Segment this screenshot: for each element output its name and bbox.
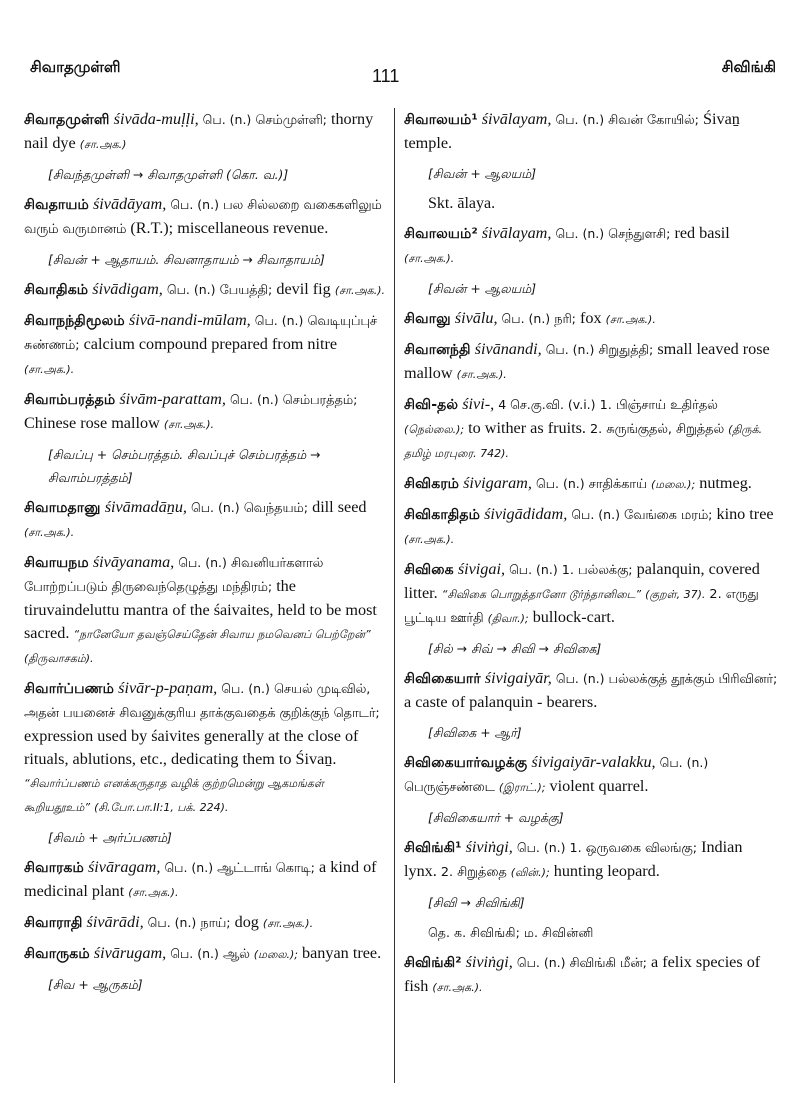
source-citation: (மலை.); — [651, 478, 696, 491]
tamil-definition: ஆல் — [222, 947, 250, 962]
page-number: 111 — [372, 66, 400, 86]
english-definition: dill seed — [312, 498, 367, 516]
english-definition: (R.T.); miscellaneous revenue. — [130, 219, 329, 237]
part-of-speech: பெ. (n.) — [555, 112, 605, 127]
right-column — [404, 108, 778, 1006]
headword: சிவாதிகம் — [24, 282, 89, 298]
headword: சிவிகையார் — [404, 671, 481, 687]
source-citation: (சா.அக.). — [334, 284, 385, 297]
source-citation: (சா.அக.). — [432, 981, 483, 994]
transliteration: śivā-nandi-mūlam, — [128, 311, 251, 329]
english-definition: violent quarrel. — [549, 777, 649, 795]
headword: சிவி-தல் — [404, 397, 459, 413]
etymology: [சிவன் + ஆதாயம். சிவனாதாயம் → சிவாதாயம்] — [48, 252, 325, 267]
transliteration: śivigaiyār, — [484, 669, 552, 687]
english-definition: expression used by śaivites generally at the close of rituals, ablutions, etc., dedicating them to Śivaṉ. — [24, 727, 359, 768]
source-citation: (சி.போ.பா.II:1, பக். 224). — [94, 801, 229, 814]
headword: சிவார்ப்பணம் — [24, 681, 115, 697]
headword: சிவிகையார்வழக்கு — [404, 755, 528, 771]
etymology: [சிவ + ஆருகம்] — [48, 977, 143, 992]
headword: சிவாலயம்¹ — [404, 112, 478, 128]
transliteration: śivālayam, — [481, 224, 552, 242]
english-definition: a felix species of fish — [404, 953, 761, 995]
tamil-definition: பேயத்தி; — [219, 283, 273, 298]
part-of-speech: பெ. (n.) — [516, 840, 566, 855]
dictionary-entry — [24, 496, 388, 544]
english-definition: small leaved rose mallow — [404, 340, 770, 382]
left-column — [24, 108, 388, 1003]
english-definition: devil fig — [276, 280, 331, 298]
part-of-speech: பெ. (n.) — [221, 681, 270, 696]
tamil-definition: நரி; — [554, 312, 576, 327]
source-citation: (திருவாசகம்). — [24, 652, 94, 665]
headword: சிவாருகம் — [24, 946, 90, 962]
source-citation: (சா.அக.). — [404, 252, 455, 265]
tamil-definition-2: 2. சுருங்குதல், சிறுத்தல் — [589, 422, 725, 437]
part-of-speech: பெ. (n.) — [659, 755, 709, 770]
english-definition: banyan tree. — [302, 944, 382, 962]
etymology: [சிவிகையார் + வழக்கு] — [428, 810, 564, 825]
headword: சிவாலு — [404, 311, 451, 327]
source-citation: (சா.அக.). — [262, 917, 314, 930]
column-divider — [394, 108, 395, 1083]
dictionary-entry — [404, 667, 778, 714]
cognate-note: தெ. க. சிவிங்கி; ம. சிவின்னி — [428, 925, 594, 940]
english-definition: kino tree — [716, 505, 774, 523]
source-citation: (சா.அக.). — [404, 533, 455, 546]
dictionary-entry — [24, 942, 388, 966]
english-definition: red basil — [674, 224, 730, 242]
headword: சிவிங்கி² — [404, 955, 462, 971]
headword: சிவாலயம்² — [404, 226, 478, 242]
tamil-definition: பல்லக்குத் தூக்கும் பிரிவினர்; — [608, 672, 778, 687]
part-of-speech: பெ. (n.) — [501, 311, 551, 326]
dictionary-entry — [404, 307, 778, 331]
part-of-speech: பெ. (n.) — [545, 342, 595, 357]
part-of-speech: பெ. (n.) — [178, 555, 227, 570]
transliteration: śivāyanama, — [92, 553, 175, 571]
transliteration: śiviṅgi, — [465, 838, 513, 856]
transliteration: śivārādi, — [86, 913, 144, 931]
transliteration: śivām-parattam, — [119, 390, 226, 408]
transliteration: śiviṅgi, — [465, 953, 513, 971]
tamil-definition: நாய்; — [200, 916, 231, 931]
transliteration: śivigai, — [457, 560, 506, 578]
page-header — [0, 58, 800, 88]
transliteration: śivālayam, — [481, 110, 552, 128]
transliteration: śivādāyam, — [92, 195, 167, 213]
tamil-definition: செந்துளசி; — [608, 227, 671, 242]
tamil-definition: பல சில்லறை வகைகளிலும் வரும் வருமானம் — [24, 198, 382, 237]
headword: சிவாமதானு — [24, 500, 101, 516]
english-definition-2: hunting leopard. — [553, 862, 660, 880]
headword: சிவாயநம — [24, 555, 89, 571]
english-definition: fox — [580, 309, 602, 327]
dictionary-entry — [404, 503, 778, 551]
dictionary-entry — [24, 911, 388, 935]
tamil-definition: 1. பிஞ்சாய் உதிர்தல் — [599, 398, 718, 413]
quotation: “நானேயோ தவஞ்செய்தேன் சிவாய நமவெனப் பெற்றேன்” — [73, 628, 371, 641]
english-definition: Śivaṉ temple. — [404, 110, 740, 152]
transliteration: śivigaram, — [463, 474, 532, 492]
source-citation: (சா.அக.). — [24, 526, 75, 539]
tamil-definition: வெடியுப்புச் சுண்ணம்; — [24, 314, 377, 353]
dictionary-entry — [404, 393, 778, 465]
headword: சிவானந்தி — [404, 342, 471, 358]
etymology: [சில் → சிவ் → சிவி → சிவிகை] — [428, 641, 602, 656]
tamil-definition: செயல் முடிவில், அதன் பயனைச் சிவனுக்குரிய தாக்குவதைக் குறிக்குந் தொடர்; — [24, 682, 380, 721]
part-of-speech: பெ. (n.) — [147, 915, 197, 930]
part-of-speech: பெ. (n.) — [166, 282, 216, 297]
source-citation: (சா.அக.). — [605, 313, 656, 326]
dictionary-entry — [404, 836, 778, 884]
part-of-speech: 4 செ.கு.வி. (v.i.) — [498, 397, 596, 412]
english-definition: nutmeg. — [699, 474, 752, 492]
dictionary-entry — [24, 108, 388, 156]
tamil-definition-2: 2. எருது பூட்டிய ஊர்தி — [404, 587, 759, 626]
source-citation: (இராட்.); — [498, 781, 546, 794]
english-definition: palanquin, covered litter. — [404, 560, 760, 602]
dictionary-entry — [24, 278, 388, 302]
etymology: [சிவம் + அர்ப்பணம்] — [48, 830, 172, 845]
tamil-definition: 1. ஒருவகை விலங்கு; — [569, 841, 698, 856]
headword: சிவாரகம் — [24, 860, 84, 876]
source-citation: (திருக். தமிழ் மரபுரை. 742). — [404, 423, 763, 460]
part-of-speech: பெ. (n.) — [555, 671, 605, 686]
english-definition: thorny nail dye — [24, 110, 374, 152]
headword: சிவாநந்திமூலம் — [24, 313, 125, 329]
running-head-right: சிவிங்கி — [721, 58, 776, 76]
headword: சிவாதமுள்ளி — [24, 112, 110, 128]
source-citation: (சா.அக.). — [128, 886, 179, 899]
tamil-definition-2: 2. சிறுத்தை — [440, 865, 507, 880]
part-of-speech: பெ. (n.) — [170, 197, 219, 212]
headword: சிவிகாதிதம் — [404, 507, 481, 523]
english-definition: dog — [234, 913, 259, 931]
headword: சிவிகை — [404, 562, 454, 578]
english-definition: to wither as fruits. — [468, 419, 586, 437]
dictionary-entry — [404, 222, 778, 270]
headword: சிவாராதி — [24, 915, 83, 931]
part-of-speech: பெ. (n.) — [254, 313, 304, 328]
quotation: “சிவார்ப்பணம் எனக்கருதாத வழிக் குற்றமென்று ஆகமங்கள் கூறியதூஉம்” — [24, 777, 324, 814]
transliteration: śivigādidam, — [484, 505, 568, 523]
etymology: [சிவிகை + ஆர்] — [428, 725, 522, 740]
tamil-definition: சிவனியர்களால் போற்றப்படும் திருவைந்தெழுத்து மந்திரம்; — [24, 556, 324, 595]
cognate-note: Skt. ālaya. — [428, 195, 496, 212]
english-definition: Chinese rose mallow — [24, 414, 160, 432]
transliteration: śivānandi, — [474, 340, 542, 358]
source-citation: (சா.அக.). — [24, 363, 75, 376]
dictionary-entry — [404, 338, 778, 386]
transliteration: śivār-p-paṇam, — [118, 679, 218, 697]
tamil-definition: செம்முள்ளி; — [255, 113, 327, 128]
tamil-definition: செம்பரத்தம்; — [282, 393, 358, 408]
dictionary-entry — [24, 677, 388, 819]
headword: சிவிங்கி¹ — [404, 840, 462, 856]
tamil-definition: பெருஞ்சண்டை — [404, 780, 495, 795]
source-citation: (சா.அக.). — [456, 368, 507, 381]
etymology: [சிவன் + ஆலயம்] — [428, 281, 537, 296]
running-head-left: சிவாதமுள்ளி — [30, 58, 121, 76]
dictionary-entry — [404, 951, 778, 999]
transliteration: śivārugam, — [93, 944, 167, 962]
etymology: [சிவப்பு + செம்பரத்தம். சிவப்புச் செம்பரத்தம் → சிவாம்பரத்தம்] — [48, 447, 321, 485]
source-citation: (குறள், 37). — [645, 588, 706, 601]
quotation: “சிவிகை பொறுத்தானோ டூர்ந்தானிடை” — [441, 588, 642, 601]
transliteration: śivāda-muḷḷi, — [113, 110, 199, 128]
part-of-speech: பெ. (n.) — [229, 392, 279, 407]
dictionary-entry — [404, 558, 778, 630]
part-of-speech: பெ. (n.) — [555, 226, 605, 241]
tamil-definition: ஆட்டாங் கொடி; — [217, 861, 315, 876]
part-of-speech: பெ. (n.) — [516, 955, 566, 970]
part-of-speech: பெ. (n.) — [191, 500, 240, 515]
tamil-definition: 1. பல்லக்கு; — [561, 563, 633, 578]
tamil-definition: சாதிக்காய் — [588, 477, 647, 492]
transliteration: śivigaiyār-valakku, — [531, 753, 656, 771]
part-of-speech: பெ. (n.) — [164, 860, 214, 875]
part-of-speech: பெ. (n.) — [202, 112, 252, 127]
tamil-definition: சிவன் கோயில்; — [608, 113, 699, 128]
etymology: [சிவன் + ஆலயம்] — [428, 166, 537, 181]
source-citation: (நெல்லை.); — [404, 423, 465, 436]
headword: சிவதாயம் — [24, 197, 89, 213]
etymology: [சிவந்தமுள்ளி → சிவாதமுள்ளி (கொ. வ.)] — [48, 167, 289, 182]
dictionary-entry — [24, 193, 388, 241]
transliteration: śivāmadāṉu, — [104, 498, 187, 516]
tamil-definition: வேங்கை மரம்; — [624, 508, 713, 523]
source-citation: (திவா.); — [487, 612, 529, 625]
transliteration: śivi-, — [462, 395, 495, 413]
dictionary-entry — [24, 309, 388, 381]
dictionary-entry — [404, 108, 778, 155]
dictionary-entry — [24, 551, 388, 670]
source-citation: (மலை.); — [253, 948, 298, 961]
part-of-speech: பெ. (n.) — [509, 562, 558, 577]
english-definition: the tiruvaindeluttu mantra of the śaivaites, held to be most sacred. — [24, 577, 377, 642]
part-of-speech: பெ. (n.) — [535, 476, 585, 491]
headword: சிவாம்பரத்தம் — [24, 392, 116, 408]
dictionary-entry — [404, 751, 778, 799]
source-citation: (சா.அக.) — [79, 138, 127, 151]
english-definition: a caste of palanquin - bearers. — [404, 693, 598, 711]
source-citation: (சா.அக.). — [163, 418, 214, 431]
part-of-speech: பெ. (n.) — [571, 507, 620, 522]
dictionary-entry — [24, 388, 388, 436]
source-citation: (வின்.); — [510, 866, 550, 879]
english-definition: Indian lynx. — [404, 838, 743, 880]
transliteration: śivāragam, — [87, 858, 161, 876]
headword: சிவிகரம் — [404, 476, 460, 492]
tamil-definition: சிவிங்கி மீன்; — [569, 956, 647, 971]
english-definition-2: bullock-cart. — [532, 608, 615, 626]
dictionary-entry — [24, 856, 388, 904]
tamil-definition: சிறுதுத்தி; — [598, 343, 654, 358]
transliteration: śivālu, — [454, 309, 498, 327]
dictionary-entry — [404, 472, 778, 496]
transliteration: śivādigam, — [92, 280, 163, 298]
english-definition: calcium compound prepared from nitre — [83, 335, 338, 353]
tamil-definition: வெந்தயம்; — [243, 501, 309, 516]
etymology: [சிவி → சிவிங்கி] — [428, 895, 525, 910]
part-of-speech: பெ. (n.) — [170, 946, 219, 961]
english-definition: a kind of medicinal plant — [24, 858, 377, 900]
